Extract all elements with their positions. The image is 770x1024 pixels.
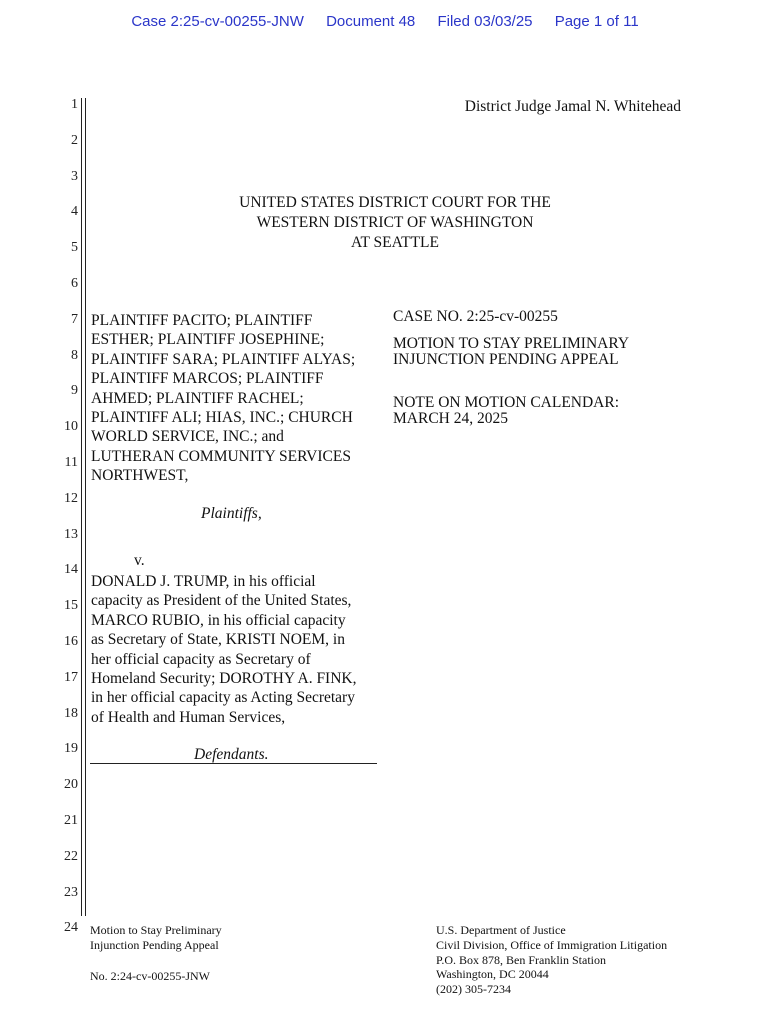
line-number: 12 xyxy=(64,490,78,506)
line-number: 8 xyxy=(71,347,78,363)
footer-address-line: P.O. Box 878, Ben Franklin Station xyxy=(436,952,607,967)
defendants-line: her official capacity as Secretary of xyxy=(91,650,311,668)
margin-rule-right xyxy=(85,98,86,916)
motion-title-line: INJUNCTION PENDING APPEAL xyxy=(393,350,619,368)
line-number: 21 xyxy=(64,813,78,828)
line-number: 18 xyxy=(64,705,78,721)
defendants-line: DONALD J. TRUMP, in his official xyxy=(91,573,316,590)
line-number: 11 xyxy=(64,455,78,470)
footer-address-line: Civil Division, Office of Immigration Litigation xyxy=(436,937,668,952)
line-number: 4 xyxy=(71,204,78,220)
footer-title-line: Injunction Pending Appeal xyxy=(90,937,219,952)
line-number: 14 xyxy=(64,562,78,578)
motion-calendar-note xyxy=(393,395,619,426)
versus: v. xyxy=(134,552,145,569)
line-number: 3 xyxy=(71,168,78,184)
ecf-header xyxy=(0,13,770,30)
line-number: 9 xyxy=(71,383,78,399)
plaintiffs-line: PLAINTIFF SARA; PLAINTIFF ALYAS; xyxy=(91,350,356,368)
plaintiffs-line: NORTHWEST, xyxy=(91,467,189,485)
header-document-number: Document 48 xyxy=(326,13,416,30)
line-number: 22 xyxy=(64,848,78,864)
case-number: CASE NO. 2:25-cv-00255 xyxy=(393,308,558,325)
court-caption xyxy=(180,193,610,253)
line-number: 19 xyxy=(64,741,78,757)
plaintiffs-label: Plaintiffs, xyxy=(201,505,262,522)
plaintiffs-line: LUTHERAN COMMUNITY SERVICES xyxy=(91,447,351,465)
note-line: MARCH 24, 2025 xyxy=(393,409,508,427)
line-number: 20 xyxy=(64,777,78,793)
plaintiffs-line: ESTHER; PLAINTIFF JOSEPHINE; xyxy=(91,331,325,349)
margin-rule-left xyxy=(81,98,82,916)
motion-title xyxy=(393,336,629,367)
footer-title-line: Motion to Stay Preliminary xyxy=(90,923,222,937)
line-number: 2 xyxy=(71,132,78,148)
defendants-line: of Health and Human Services, xyxy=(91,708,286,726)
plaintiffs-line: PLAINTIFF PACITO; PLAINTIFF xyxy=(91,312,313,329)
plaintiffs-list xyxy=(91,311,355,486)
defendants-line: Homeland Security; DOROTHY A. FINK, xyxy=(91,670,357,688)
court-caption-line: WESTERN DISTRICT OF WASHINGTON xyxy=(256,214,534,231)
caption-underline xyxy=(90,763,377,764)
judge-assignment: District Judge Jamal N. Whitehead xyxy=(464,98,681,115)
footer-address xyxy=(436,923,667,997)
footer-address-line: (202) 305-7234 xyxy=(436,982,511,997)
line-number: 5 xyxy=(71,240,78,256)
line-number: 13 xyxy=(64,526,78,542)
line-number: 24 xyxy=(64,920,78,936)
defendants-label: Defendants. xyxy=(194,746,269,763)
header-page-count: Page 1 of 11 xyxy=(554,13,639,30)
line-number: 15 xyxy=(64,598,78,614)
plaintiffs-line: WORLD SERVICE, INC.; and xyxy=(91,428,284,446)
footer-case-number: No. 2:24-cv-00255-JNW xyxy=(90,969,210,983)
court-caption-line: UNITED STATES DISTRICT COURT FOR THE xyxy=(239,194,551,211)
line-number: 7 xyxy=(71,311,78,327)
defendants-line: capacity as President of the United States, xyxy=(91,592,352,610)
line-number: 1 xyxy=(71,97,78,112)
line-number: 10 xyxy=(64,419,78,435)
defendants-line: as Secretary of State, KRISTI NOEM, in xyxy=(91,631,345,649)
footer-address-line: U.S. Department of Justice xyxy=(436,923,566,937)
line-number: 17 xyxy=(64,669,78,685)
line-number: 6 xyxy=(71,276,78,291)
defendants-line: MARCO RUBIO, in his official capacity xyxy=(91,611,346,629)
motion-title-line: MOTION TO STAY PRELIMINARY xyxy=(393,335,630,352)
line-number: 23 xyxy=(64,884,78,900)
court-caption-line: AT SEATTLE xyxy=(351,234,439,251)
defendants-line: in her official capacity as Acting Secretary xyxy=(91,689,355,707)
defendants-list xyxy=(91,572,356,727)
plaintiffs-line: AHMED; PLAINTIFF RACHEL; xyxy=(91,389,304,407)
footer-document-title xyxy=(90,923,222,953)
footer-address-line: Washington, DC 20044 xyxy=(436,967,549,982)
plaintiffs-line: PLAINTIFF MARCOS; PLAINTIFF xyxy=(91,370,324,388)
plaintiffs-line: PLAINTIFF ALI; HIAS, INC.; CHURCH xyxy=(91,409,353,427)
header-filed-date: Filed 03/03/25 xyxy=(437,13,533,30)
header-case-number: Case 2:25-cv-00255-JNW xyxy=(131,13,304,30)
line-number: 16 xyxy=(64,634,78,649)
note-line: NOTE ON MOTION CALENDAR: xyxy=(393,394,620,411)
